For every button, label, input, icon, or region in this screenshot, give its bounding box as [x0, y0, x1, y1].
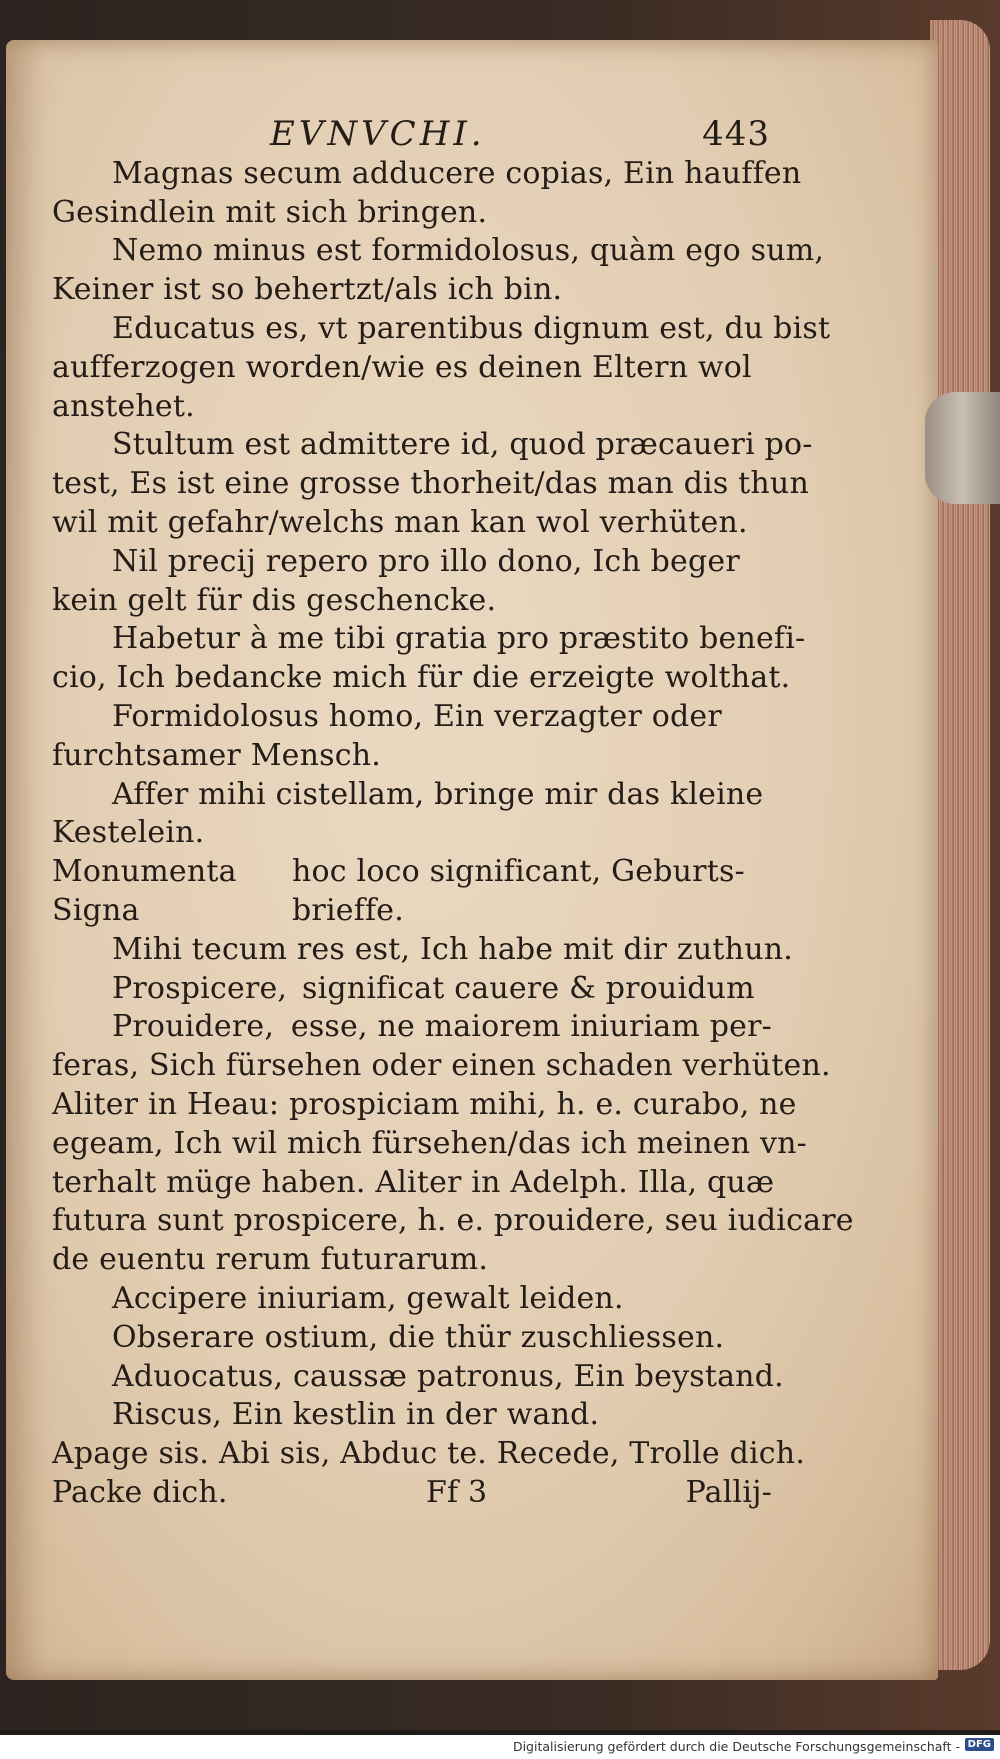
text-line: Apage sis. Abi sis, Abduc te. Recede, Trolle dich.	[52, 1436, 806, 1472]
text-line: Gesindlein mit sich bringen.	[52, 194, 488, 230]
headword: Prospicere,	[112, 970, 288, 1006]
prospicere-entry	[52, 1008, 772, 1047]
definition: significat cauere & prouidum	[302, 970, 755, 1006]
page-edges	[930, 20, 990, 1670]
monumenta-entry	[52, 853, 772, 892]
text-line: wil mit gefahr/welchs man kan wol verhüten.	[52, 504, 748, 540]
page-marker-tab	[925, 392, 1000, 504]
text-line: Educatus es, vt parentibus dignum est, du bist	[112, 310, 831, 346]
page-text	[52, 116, 854, 1513]
text-line: egeam, Ich wil mich fürsehen/das ich meinen vn-	[52, 1125, 807, 1161]
text-line: Nil precij repero pro illo dono, Ich beger	[112, 543, 740, 579]
headword: Prouidere,	[112, 1009, 275, 1045]
text-line: kein gelt für dis geschencke.	[52, 582, 497, 618]
dfg-logo: DFG	[965, 1738, 994, 1751]
text-line: Riscus, Ein kestlin in der wand.	[112, 1397, 600, 1433]
monumenta-entry	[52, 892, 772, 931]
headword: Signa	[52, 892, 140, 928]
signature-mark: Ff 3	[425, 1474, 488, 1510]
page-number: 443	[702, 114, 770, 154]
text-line: cio, Ich bedancke mich für die erzeigte wolthat.	[52, 660, 791, 696]
headword: Monumenta	[52, 854, 237, 890]
text-line: Keiner ist so behertzt/als ich bin.	[52, 272, 563, 308]
footer-text: Packe dich.	[52, 1474, 228, 1510]
text-line: Affer mihi cistellam, bringe mir das kleine	[112, 776, 764, 812]
text-line: Kestelein.	[52, 815, 205, 851]
text-line: Stultum est admittere id, quod præcaueri po-	[112, 427, 813, 463]
digitization-credit-bar	[0, 1735, 1000, 1759]
definition: brieffe.	[292, 892, 404, 928]
text-line: furchtsamer Mensch.	[52, 737, 381, 773]
text-line: test, Es ist eine grosse thorheit/das man dis thun	[52, 466, 809, 502]
text-line: Accipere iniuriam, gewalt leiden.	[112, 1280, 624, 1316]
text-line: Nemo minus est formidolosus, quàm ego sum,	[112, 233, 825, 269]
text-line: terhalt müge haben. Aliter in Adelph. Illa, quæ	[52, 1164, 775, 1200]
text-line: Obserare ostium, die thür zuschliessen.	[112, 1319, 725, 1355]
text-line: Mihi tecum res est, Ich habe mit dir zuthun.	[112, 931, 793, 967]
text-line: Magnas secum adducere copias, Ein hauffen	[112, 155, 802, 191]
text-line: Aduocatus, caussæ patronus, Ein beystand.	[112, 1358, 784, 1394]
prospicere-entry	[52, 970, 772, 1009]
text-line: feras, Sich fürsehen oder einen schaden verhüten.	[52, 1048, 831, 1084]
page-footer	[52, 1474, 772, 1513]
credit-text: Digitalisierung gefördert durch die Deutsche Forschungsgemeinschaft -	[512, 1739, 960, 1754]
text-line: aufferzogen worden/wie es deinen Eltern wol	[52, 349, 752, 385]
text-line: de euentu rerum futurarum.	[52, 1242, 489, 1278]
definition: esse, ne maiorem iniuriam per-	[290, 1009, 772, 1045]
text-line: Habetur à me tibi gratia pro præstito benefi-	[112, 621, 806, 657]
catchword: Pallij-	[685, 1474, 772, 1510]
text-line: Aliter in Heau: prospiciam mihi, h. e. curabo, ne	[52, 1086, 797, 1122]
text-line: anstehet.	[52, 388, 195, 424]
text-line: Formidolosus homo, Ein verzagter oder	[112, 698, 722, 734]
text-line: futura sunt prospicere, h. e. prouidere, seu iudicare	[52, 1203, 854, 1239]
definition: hoc loco significant, Geburts-	[292, 854, 745, 890]
running-title: EVNVCHI.	[270, 114, 486, 154]
